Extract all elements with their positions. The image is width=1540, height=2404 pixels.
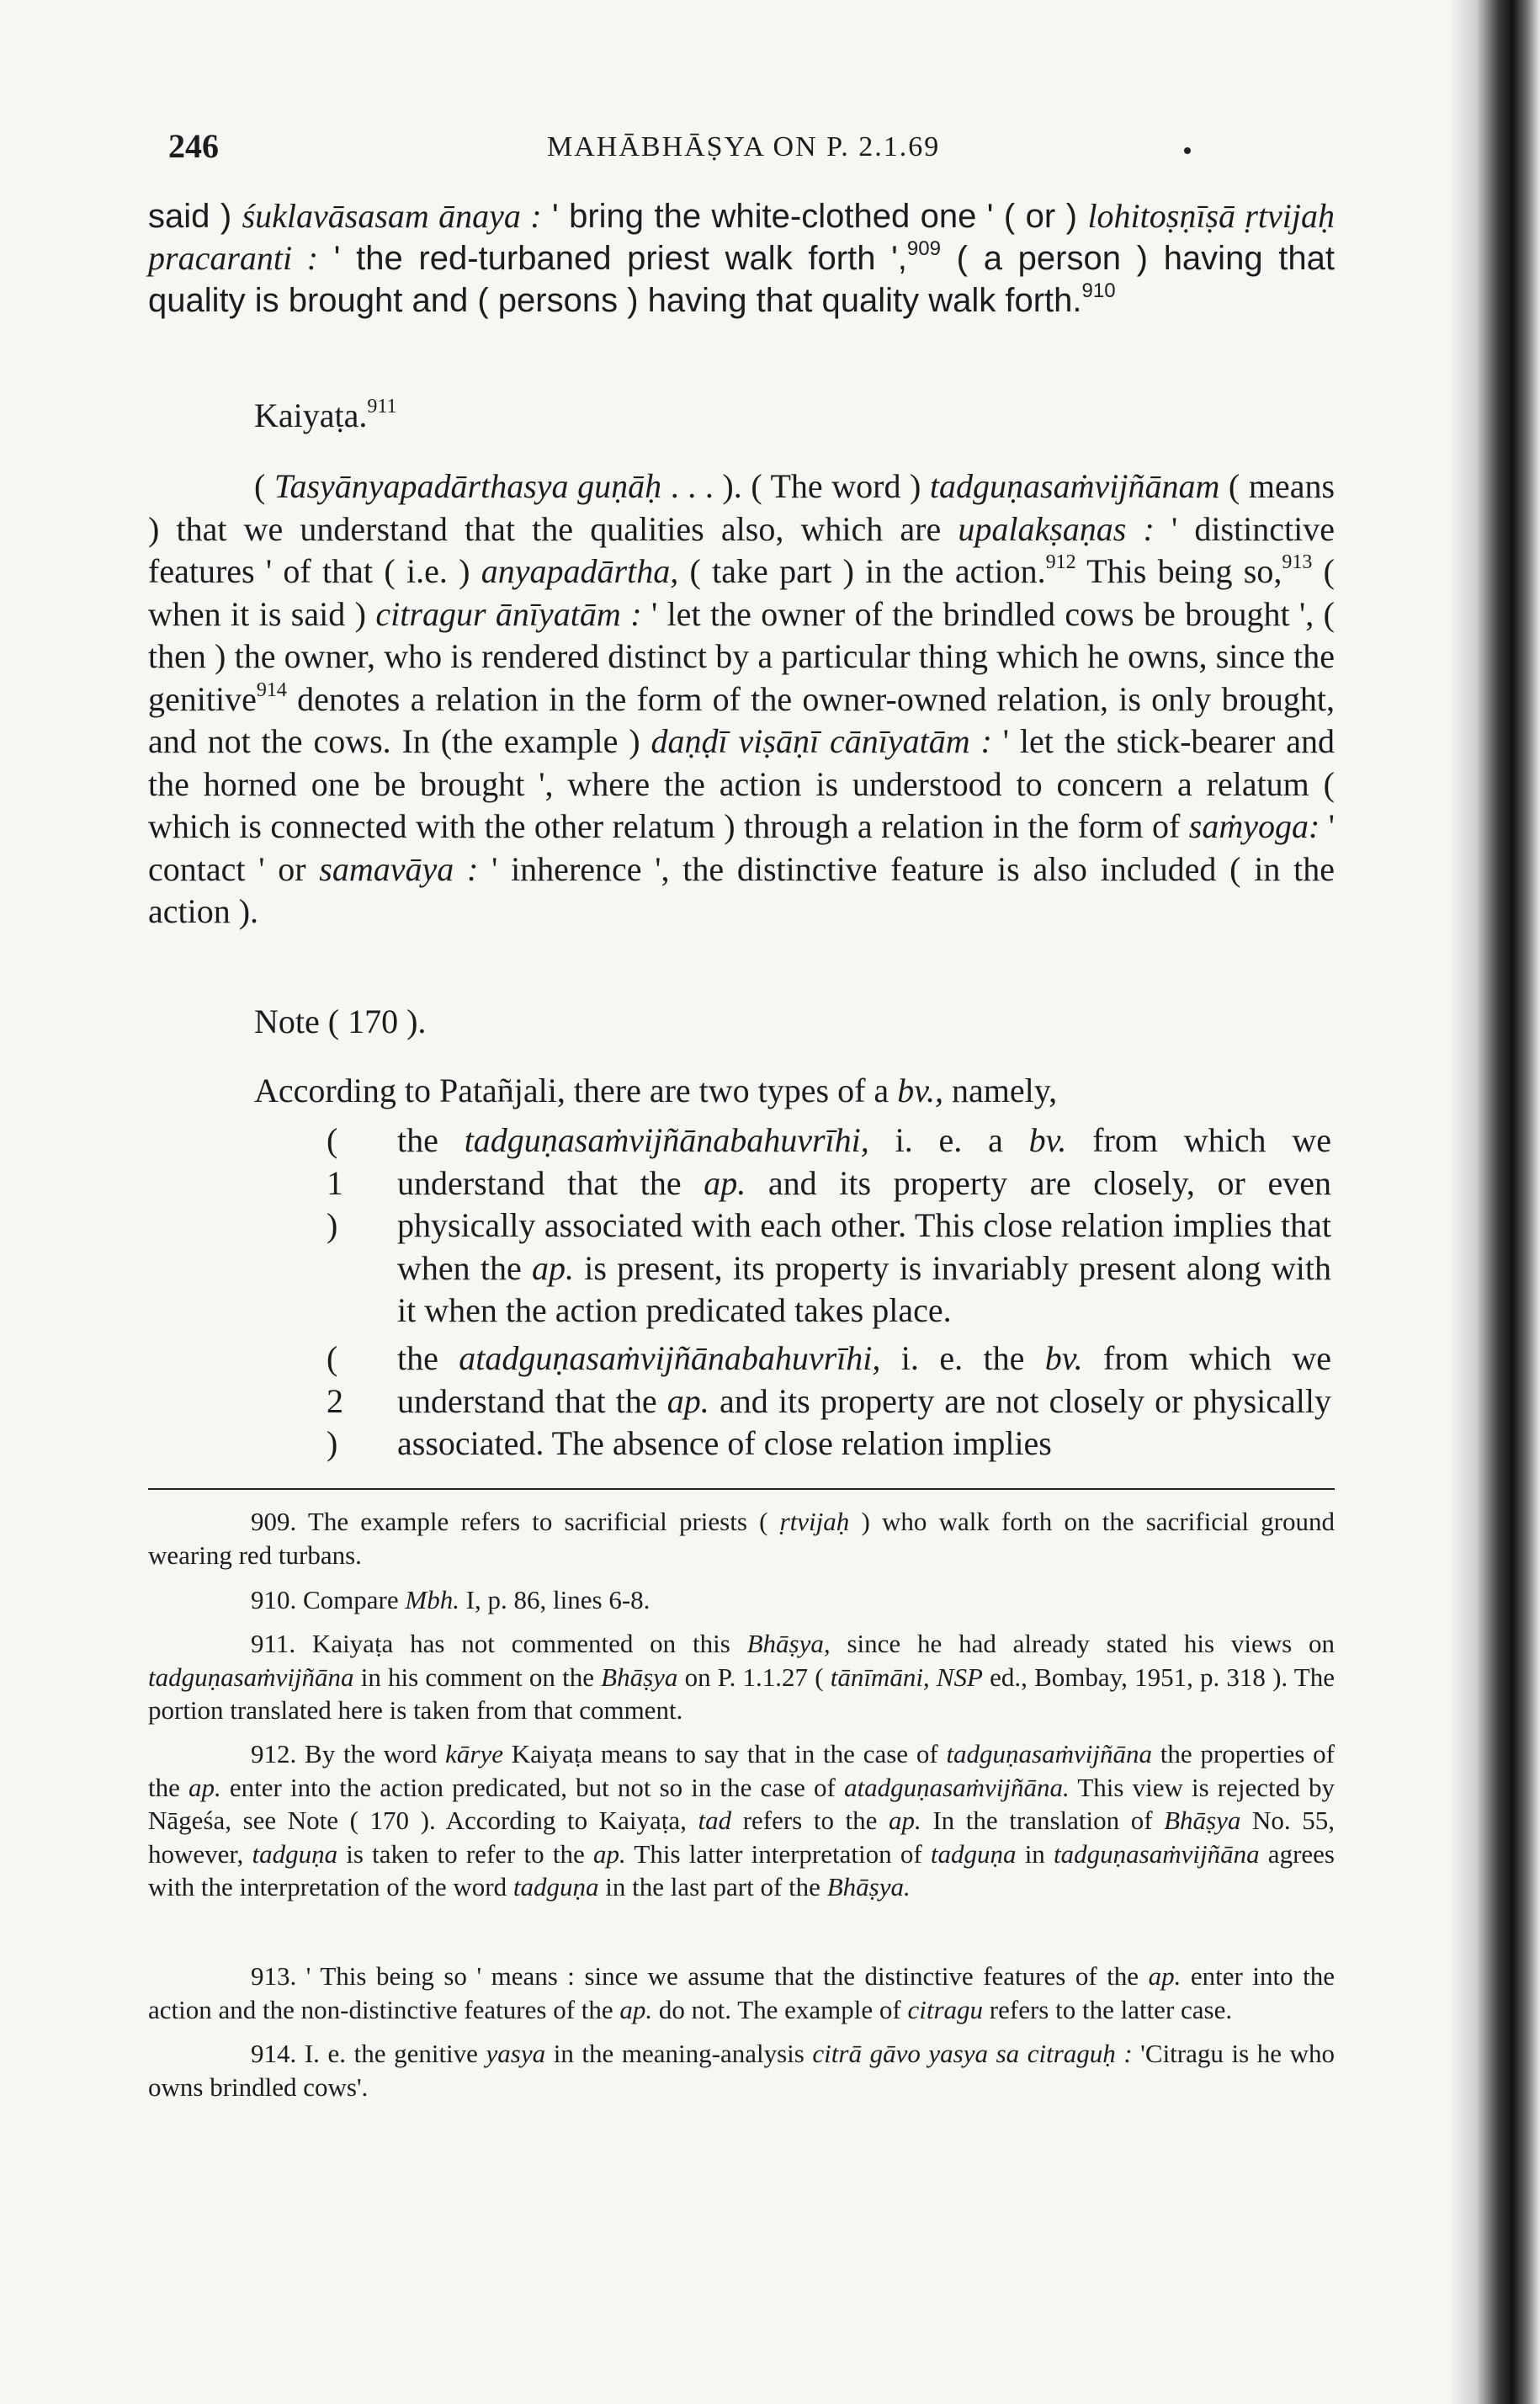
ink-speck [1184,147,1191,154]
page-edge-shadow [1449,0,1540,2404]
footnote-913: 913. ' This being so ' means : since we assume that the distinctive features of the ap. enter into the action and the non-distinctive features of the ap. do not. The example of citragu refers to the latter case. [148,1961,1335,2024]
running-title: MAHĀBHĀṢYA ON P. 2.1.69 [547,131,941,162]
footnote-909: 909. The example refers to sacrificial priests ( ṛtvijaḥ ) who walk forth on the sacrificial ground wearing red turbans. [148,1507,1335,1570]
list-number: ( 1 ) [327,1121,343,1244]
intro-paragraph: said ) śuklavāsasam ānaya : ' bring the white-clothed one ' ( or ) lohitoṣṇīṣā ṛtvijaḥ pracaranti : ' the red-turbaned priest walk forth ',$^{909}$ ( a person ) having that quality is brought and ( persons ) having that quality walk forth.$^{910}$ [148,197,1336,319]
footnote-912: 912. By the word kārye Kaiyaṭa means to say that in the case of tadguṇasaṁvijñāna the properties of the ap. enter into the action predicated, but not so in the case of atadguṇasaṁvijñāna. This view is rejected by Nāgeśa, see Note ( 170 ). According to Kaiyaṭa, tad refers to the ap. In the translation of Bhāṣya No. 55, however, tadguṇa is taken to refer to the ap. This latter interpretation of tadguṇa in tadguṇasaṁvijñāna agrees with the interpretation of the word tadguṇa in the last part of the Bhāṣya. [148,1739,1335,1901]
page-header [168,126,1330,168]
footnote-divider [148,1488,1335,1490]
footnote-ref-912: 912 [1045,551,1076,574]
footnote-910: 910. Compare Mbh. I, p. 86, lines 6-8. [251,1585,651,1614]
page-number: 246 [168,127,219,165]
footnote-914: 914. I. e. the genitive yasya in the meaning-analysis citrā gāvo yasya sa citraguḥ : 'Citragu is he who owns brindled cows'. [148,2039,1335,2102]
footnote-ref-910: 910 [1081,279,1116,303]
kaiyata-paragraph: ( Tasyānyapadārthasya guṇāḥ . . . ). ( The word ) tadguṇasaṁvijñānam ( means ) that we understand that the qualities also, which are upalakṣaṇas : ' distinctive features ' of that ( i.e. ) anyapadārtha, ( take part ) in the action.$^{912}$ This being so,$^{913}$ ( when it is said ) citragur ānīyatām : ' let the owner of the brindled cows be brought ', ( then ) the owner, who is rendered distinct by a particular thing which he owns, since the genitive$^{914}$ denotes a relation in the form of the owner-owned relation, is only brought, and not the cows. In (the example ) daṇḍī viṣāṇī cānīyatām : ' let the stick-bearer and the horned one be brought ', where the action is understood to concern a relatum ( which is connected with the other relatum ) through a relation in the form of saṁyoga: ' contact ' or samavāya : ' inherence ', the distinctive feature is also included ( in the action ). [148,467,1336,930]
note-intro: According to Patañjali, there are two types of a bv., namely, [254,1072,1058,1109]
list-item-text: the atadguṇasaṁvijñānabahuvrīhi, i. e. the bv. from which we understand that the ap. and its property are not closely or physically associated. The absence of close relation implies [397,1339,1331,1462]
footnote-ref-913: 913 [1282,551,1313,574]
kaiyata-heading: Kaiyaṭa.$^{911}$ [254,396,397,434]
list-item-text: the tadguṇasaṁvijñānabahuvrīhi, i. e. a bv. from which we understand that the ap. and its property are closely, or even physically associated with each other. This close relation implies that when the ap. is present, its property is invariably present along with it when the action predicated takes place. [397,1121,1332,1329]
list-number: ( 2 ) [327,1339,343,1462]
footnote-ref-911: 911 [367,396,397,418]
footnote-911: 911. Kaiyaṭa has not commented on this Bhāṣya, since he had already stated his views on tadguṇasaṁvijñāna in his comment on the Bhāṣya on P. 1.1.27 ( tānīmāni, NSP ed., Bombay, 1951, p. 318 ). The portion translated here is taken from that comment. [148,1629,1335,1725]
footnote-ref-909: 909 [906,237,941,261]
footnote-ref-914: 914 [256,678,287,701]
note-heading: Note ( 170 ). [254,1003,427,1040]
